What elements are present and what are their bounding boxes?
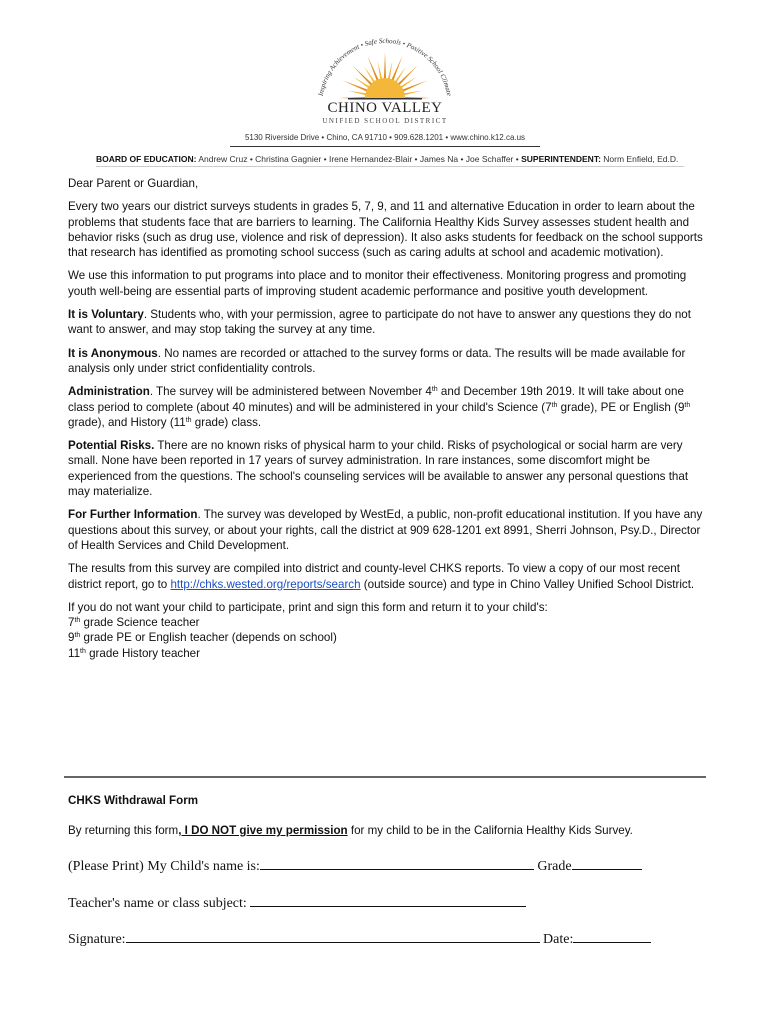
ordinal-suffix: th [80,647,86,655]
further-info-label: For Further Information [68,508,198,522]
paragraph-administration [68,384,708,430]
address-divider [230,146,540,147]
paragraph-intro: Every two years our district surveys students in grades 5, 7, 9, and 11 and alternative Education in order to learn about the problems that students face that are barriers to learning. The California Healthy Kids Survey assesses student health and behavior risks (such as drug use, violence and risk of depression). It also asks students for feedback on the school supports that research has identified as promoting school success (such as caring adults at school and academic motivation). [68,200,703,260]
administration-text: grade), PE or English (9 [557,400,685,414]
signature-row [68,929,651,948]
district-name: CHINO VALLEY [327,100,443,116]
child-name-label: (Please Print) My Child's name is: [68,859,260,874]
consent-no-permission: , I DO NOT give my permission [178,824,348,837]
form-divider [64,776,706,778]
paragraph-voluntary [68,307,708,338]
teacher-line-history [68,646,708,661]
board-of-education [96,154,678,164]
anonymous-label: It is Anonymous [68,346,158,360]
grade-number: 11 [68,646,81,660]
teacher-text: grade PE or English teacher (depends on school) [80,631,337,645]
ordinal-suffix: th [551,401,558,409]
teacher-text: grade History teacher [85,646,200,660]
consent-text: for my child to be in the California Healthy Kids Survey. [347,824,633,837]
paragraph-results [68,561,708,592]
risks-text: There are no known risks of physical harm to your child. Risks of psychological or social harm are very small. None have been reported in 17 years of survey administration. In rare instances, some discomfort might be experienced from the questions. The school's counseling services will be available to answer any personal questions that may materialize. [68,439,689,499]
board-label: BOARD OF EDUCATION: [96,154,197,164]
ordinal-suffix: th [74,632,81,640]
sun-ray [384,52,386,82]
district-address: 5130 Riverside Drive • Chino, CA 91710 • 909.628.1201 • www.chino.k12.ca.us [244,133,526,142]
withdrawal-consent [68,824,633,837]
paragraph-further-info [68,507,708,553]
further-info-text: . The survey was developed by WestEd, a public, non-profit educational institution. If you have any questions about this survey, or about your rights, call the district at 909 628-1201 ext 8991, Sherri Johnson, Psy.D., Director of Health Services and Child Development. [68,508,703,552]
optout-intro: If you do not want your child to participate, print and sign this form and return it to your child's: [68,600,548,614]
administration-label: Administration [68,385,150,399]
letterhead-divider [96,166,684,167]
superintendent-name: Norm Enfield, Ed.D. [603,154,679,164]
paragraph-purpose: We use this information to put programs into place and to monitor their effectiveness. Monitoring progress and promoting youth well-being are essential parts of improving student academic performance and positive youth development. [68,269,687,298]
teacher-line-pe-english [68,630,708,645]
consent-text: By returning this form [68,824,179,837]
ordinal-suffix: th [431,386,438,394]
anonymous-text: . No names are recorded or attached to the survey forms or data. The results will be made available for analysis only under strict confidentiality controls. [68,346,686,375]
voluntary-text: . Students who, with your permission, agree to participate do not have to answer any questions they do not want to answer, and may stop taking the survey at any time. [68,308,691,337]
ordinal-suffix: th [185,416,192,424]
results-text: (outside source) and type in Chino Valley Unified School District. [360,577,695,591]
child-name-field[interactable] [260,856,534,870]
teacher-row [68,893,526,912]
administration-text: . The survey will be administered between November 4 [149,385,432,399]
signature-label: Signature: [68,932,126,947]
paragraph-anonymous [68,346,708,377]
risks-label: Potential Risks. [68,439,155,453]
paragraph-risks [68,438,708,499]
logo-tagline: Inspiring Achievement • Safe Schools • Positive School Climate [316,36,454,97]
administration-text: and December 19th 2019. It will take about one class period to complete (about 40 minutes) and will be administered in your child's Science (7 [68,385,684,414]
sun-icon [365,78,405,98]
superintendent-label: SUPERINTENDENT: [521,154,601,164]
date-field[interactable] [573,929,651,943]
voluntary-label: It is Voluntary [68,308,144,322]
greeting: Dear Parent or Guardian, [68,177,199,190]
teacher-line-science [68,615,708,630]
grade-number: 7 [68,616,75,630]
grade-field[interactable] [572,856,642,870]
district-subtitle: UNIFIED SCHOOL DISTRICT [322,117,448,125]
teacher-text: grade Science teacher [80,616,200,630]
administration-text: grade), and History (11 [68,415,186,429]
grade-label: Grade [533,859,572,874]
withdrawal-form-title: CHKS Withdrawal Form [68,794,199,807]
grade-number: 9 [68,631,75,645]
ordinal-suffix: th [684,401,691,409]
child-name-row [68,856,642,875]
chks-reports-link[interactable]: http://chks.wested.org/reports/search [170,577,361,591]
administration-text: grade) class. [191,415,262,429]
board-members: Andrew Cruz • Christina Gagnier • Irene Hernandez-Blair • James Na • Joe Schaffer • [198,154,519,164]
signature-field[interactable] [126,929,540,943]
optout-instructions [68,600,708,661]
ordinal-suffix: th [74,617,81,625]
teacher-label: Teacher's name or class subject: [68,896,251,911]
results-text: The results from this survey are compiled into district and county-level CHKS reports. To view a copy of our most recent district report, go to [68,562,680,591]
letter-body [68,176,708,661]
teacher-field[interactable] [250,893,526,907]
date-label: Date: [539,932,574,947]
